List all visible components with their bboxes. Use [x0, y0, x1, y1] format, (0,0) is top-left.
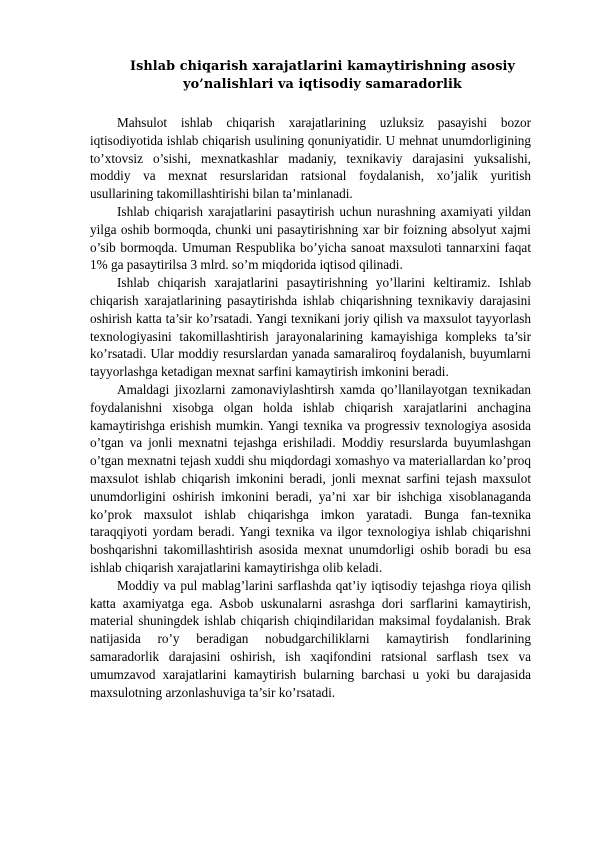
paragraph-1: Mahsulot ishlab chiqarish xarajatlarining uzluksiz pasayishi bozor iqtisodiyotida ishlab chiqarish usulining qonuniyatidir. U mehnat unumdorligining to’xtovsiz o’sishi, mexnatkashlar madaniy, texnikaviy darajasini yuksalishi, moddiy va mexnat resurslaridan ratsional foydalanish, xo’jalik yuritish usullarining takomillashtirishi bilan ta’minlanadi.: [90, 115, 531, 202]
document-title: [110, 58, 535, 94]
document-title-line-1: Ishlab chiqarish xarajatlarini kamaytirishning asosiy: [130, 59, 515, 74]
document-title-line-2: yo’nalishlari va iqtisodiy samaradorlik: [183, 77, 462, 92]
paragraph-2: Ishlab chiqarish xarajatlarini pasaytirish uchun nurashning axamiyati yildan yilga oshib bormoqda, chunki uni pasaytirishning xar bir foizning absolyut xajmi o’sib bormoqda. Umuman Respublika bo’yicha sanoat maxsuloti tannarxini faqat 1% ga pasaytirilsa 3 mlrd. so’m miqdorida iqtisod qilinadi.: [90, 203, 531, 273]
document-body: [90, 114, 531, 701]
paragraph-3: Ishlab chiqarish xarajatlarini pasaytirishning yo’llarini keltiramiz. Ishlab chiqarish xarajatlarining pasaytirishda ishlab chiqarishning texnikaviy darajasini oshirish katta ta’sir ko’rsatadi. Yangi texnikani joriy qilish va maxsulot tayyorlash texnologiyasini takomillashtirish jarayonalarining kamayishiga kompleks ta’sir ko’rsatadi. Ular moddiy resurslardan yanada samaraliroq foydalanish, buyumlarni tayyorlashga ketadigan mexnat sarfini kamaytirish imkonini beradi.: [90, 275, 531, 380]
paragraph-5: Moddiy va pul mablag’larini sarflashda qat’iy iqtisodiy tejashga rioya qilish katta axamiyatga ega. Asbob uskunalarni asrashga dori sarflarini kamaytirish, material shuningdek ishlab chiqarish chiqindilaridan maksimal foydalanish. Brak natijasida ro’y beradigan nobudgarchiliklarni kamaytirish fondlarining samaradorlik darajasini oshirish, ish xaqifondini ratsional sarflash tsex va umumzavod xarajatlarini kamaytirish bularning barchasi u yoki bu darajasida maxsulotning arzonlashuviga ta’sir ko’rsatadi.: [90, 577, 531, 700]
paragraph-4: Amaldagi jixozlarni zamonaviylashtirsh xamda qo’llanilayotgan texnikadan foydalanishni xisobga olgan holda ishlab chiqarish xarajatlarini anchagina kamaytirishga erishish mumkin. Yangi texnika va progressiv texnologiya asosida o’tgan va jonli mexnatni tejashga erishiladi. Moddiy resurslarda buyumlashgan o’tgan mexnatni tejash xuddi shu miqdordagi xomashyo va materiallardan ko’proq maxsulot ishlab chiqarish imkonini beradi, jonli mexnat sarfini tejash maxsulot unumdorligini oshirish imkonini beradi, ya’ni xar bir ishchiga xisoblanaganda ko’prok maxsulot ishlab chiqarishga imkon yaratadi. Bunga fan-texnika taraqqiyoti yordam beradi. Yangi texnika va ilgor texnologiya ishlab chiqarishni boshqarishni takomillashtirish asosida mexnat unumdorligi oshib boradi bu esa ishlab chiqarish xarajatlarini kamaytirishga olib keladi.: [90, 381, 531, 575]
